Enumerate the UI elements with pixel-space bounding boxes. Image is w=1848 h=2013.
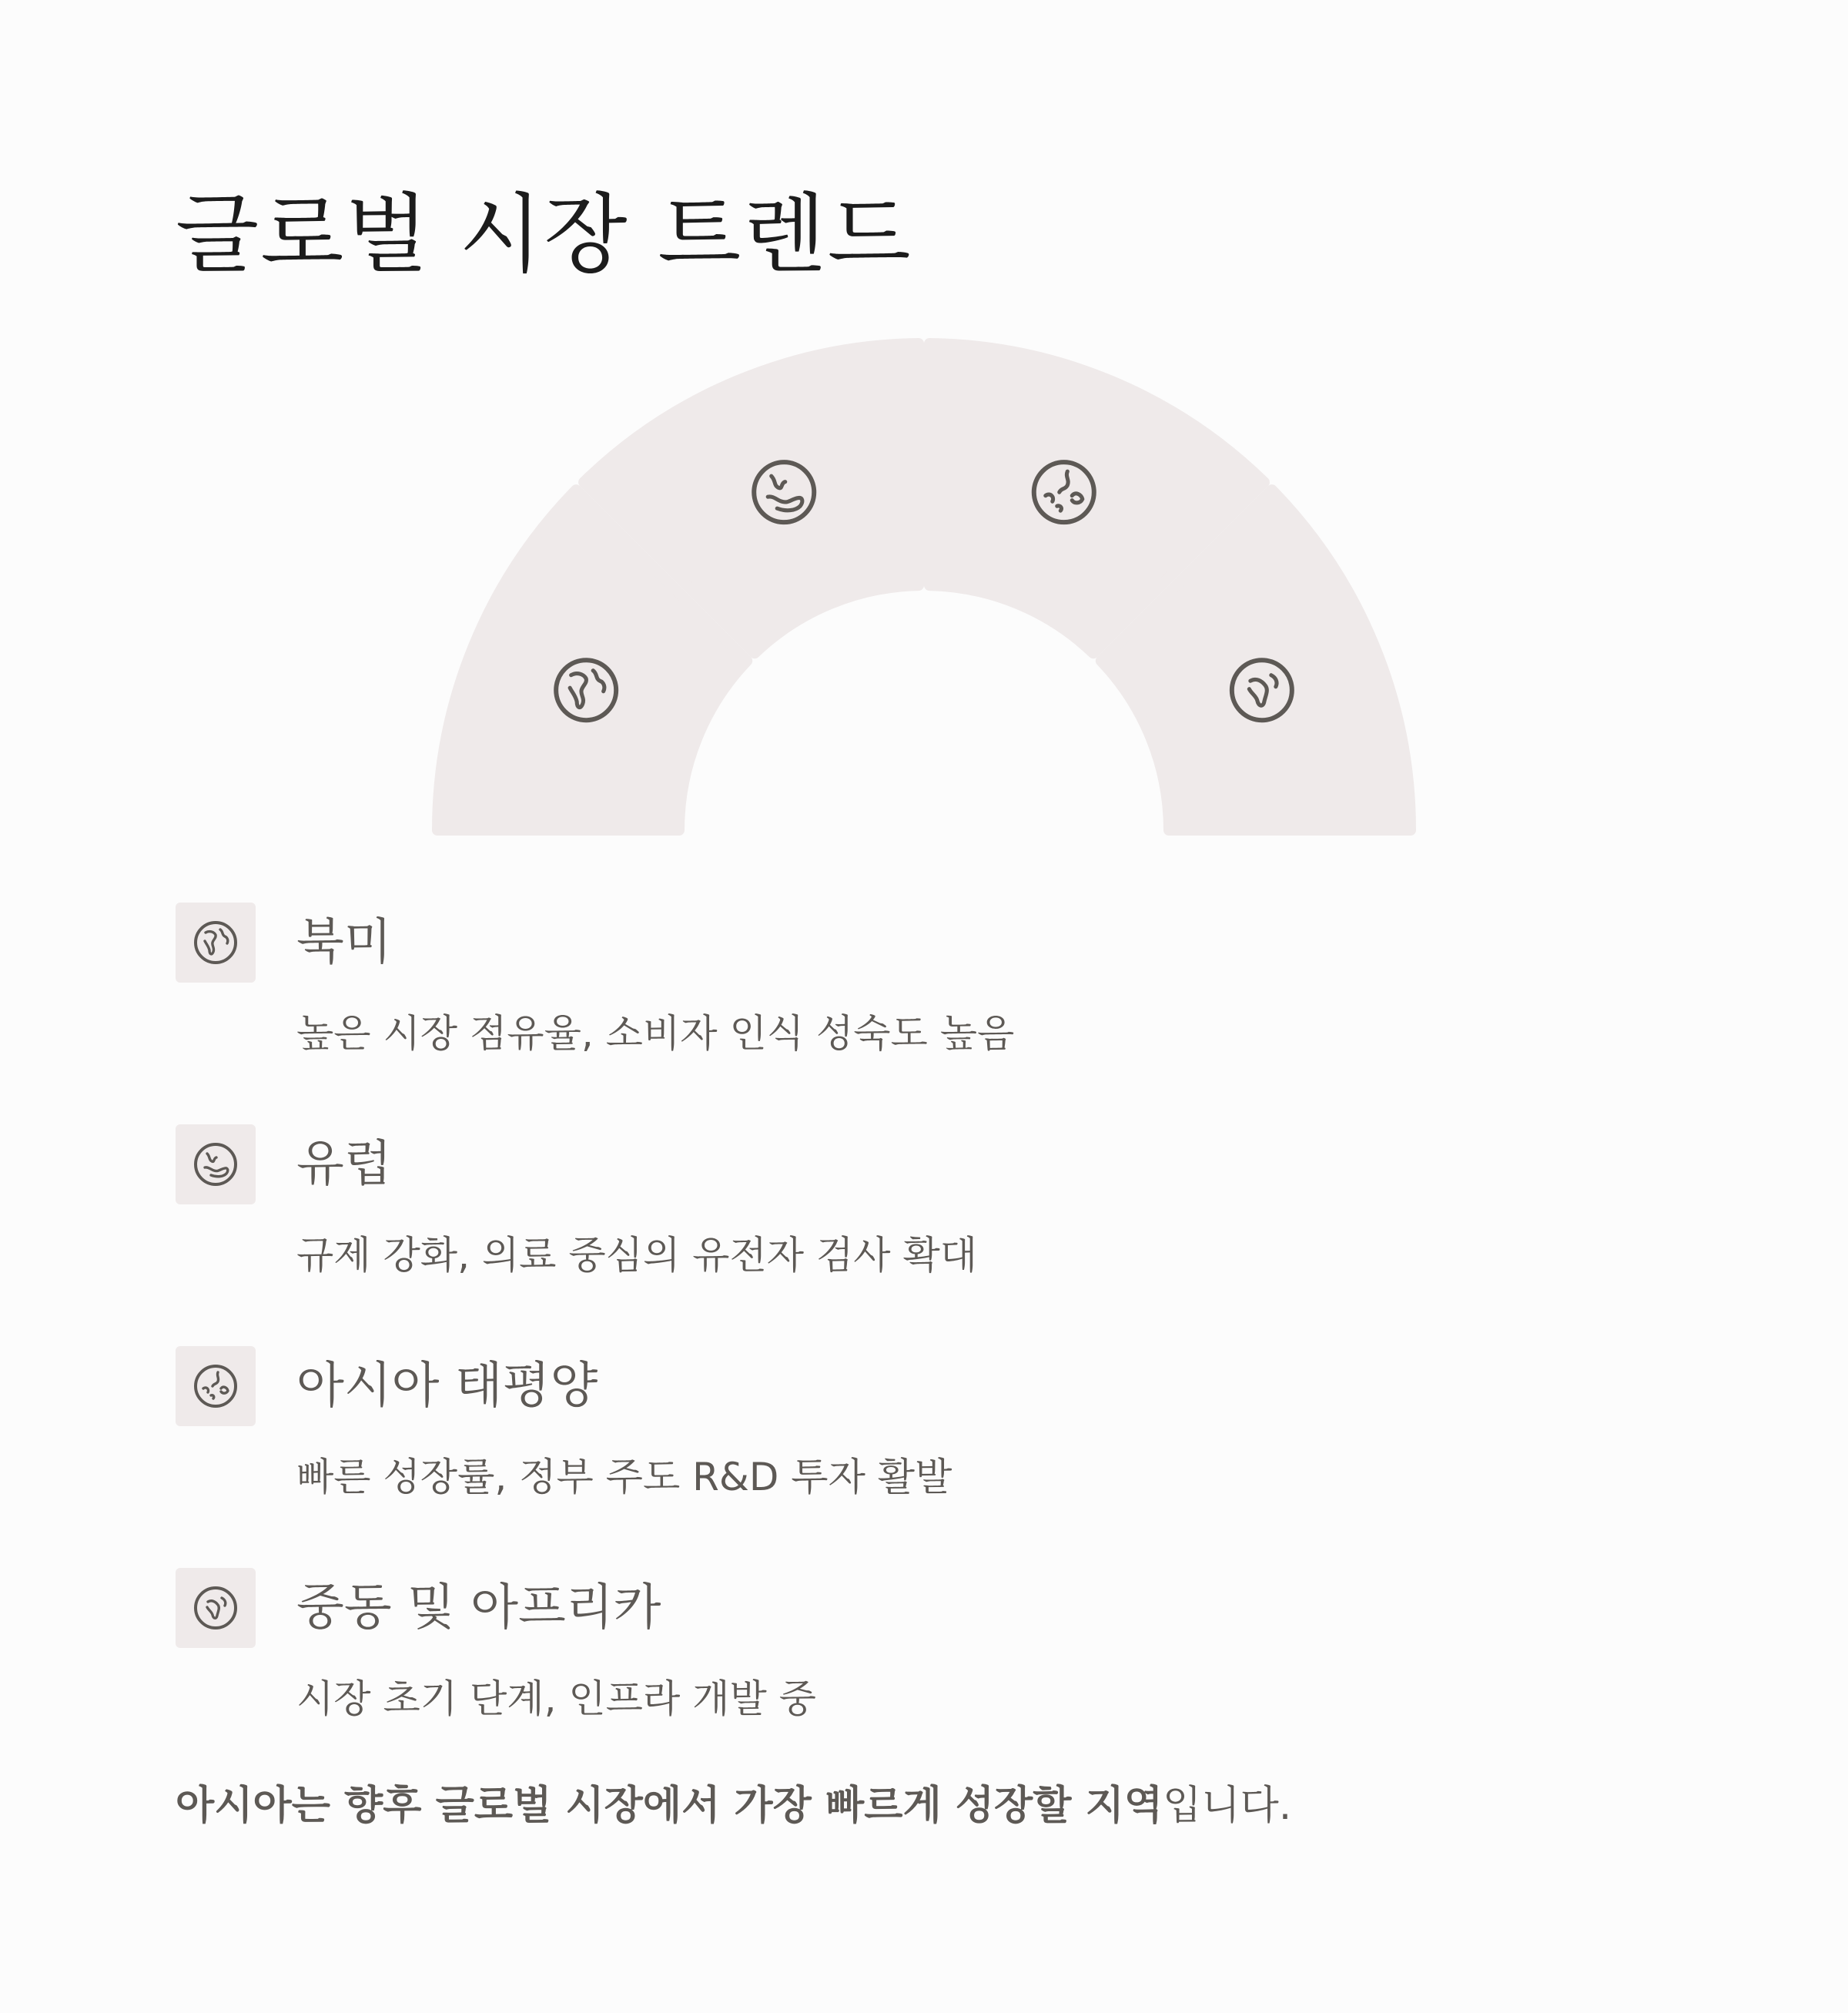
region-title: 아시아 태평양	[296, 1358, 598, 1415]
page-title: 글로벌 시장 트렌드	[176, 185, 912, 285]
globe-europe-icon	[176, 1124, 256, 1204]
region-item-asia-pacific	[176, 1346, 1639, 1531]
region-item-middle-east-africa	[176, 1568, 1639, 1753]
conclusion-emphasis: 아시아는 향후 글로벌 시장에서 가장 빠르게 성장할 지역	[176, 1783, 1163, 1829]
region-title: 중동 및 아프리카	[296, 1579, 661, 1636]
region-item-north-america	[176, 903, 1639, 1087]
conclusion-suffix: 입니다.	[1163, 1783, 1292, 1829]
region-item-europe	[176, 1124, 1639, 1309]
globe-asia-icon	[176, 1346, 256, 1426]
globe-africa-icon	[176, 1568, 256, 1648]
region-description: 규제 강화, 의료 중심의 유전자 검사 확대	[296, 1233, 978, 1278]
globe-americas-icon	[176, 903, 256, 983]
region-description: 높은 시장 점유율, 소비자 인식 성숙도 높음	[296, 1011, 1015, 1056]
region-title: 유럽	[296, 1136, 392, 1193]
region-description: 시장 초기 단계, 인프라 개발 중	[296, 1676, 816, 1721]
semicircle-diagram	[0, 0, 1848, 847]
region-title: 북미	[296, 914, 392, 971]
region-description: 빠른 성장률, 정부 주도 R&D 투자 활발	[296, 1455, 952, 1499]
conclusion-text	[176, 1779, 1291, 1833]
